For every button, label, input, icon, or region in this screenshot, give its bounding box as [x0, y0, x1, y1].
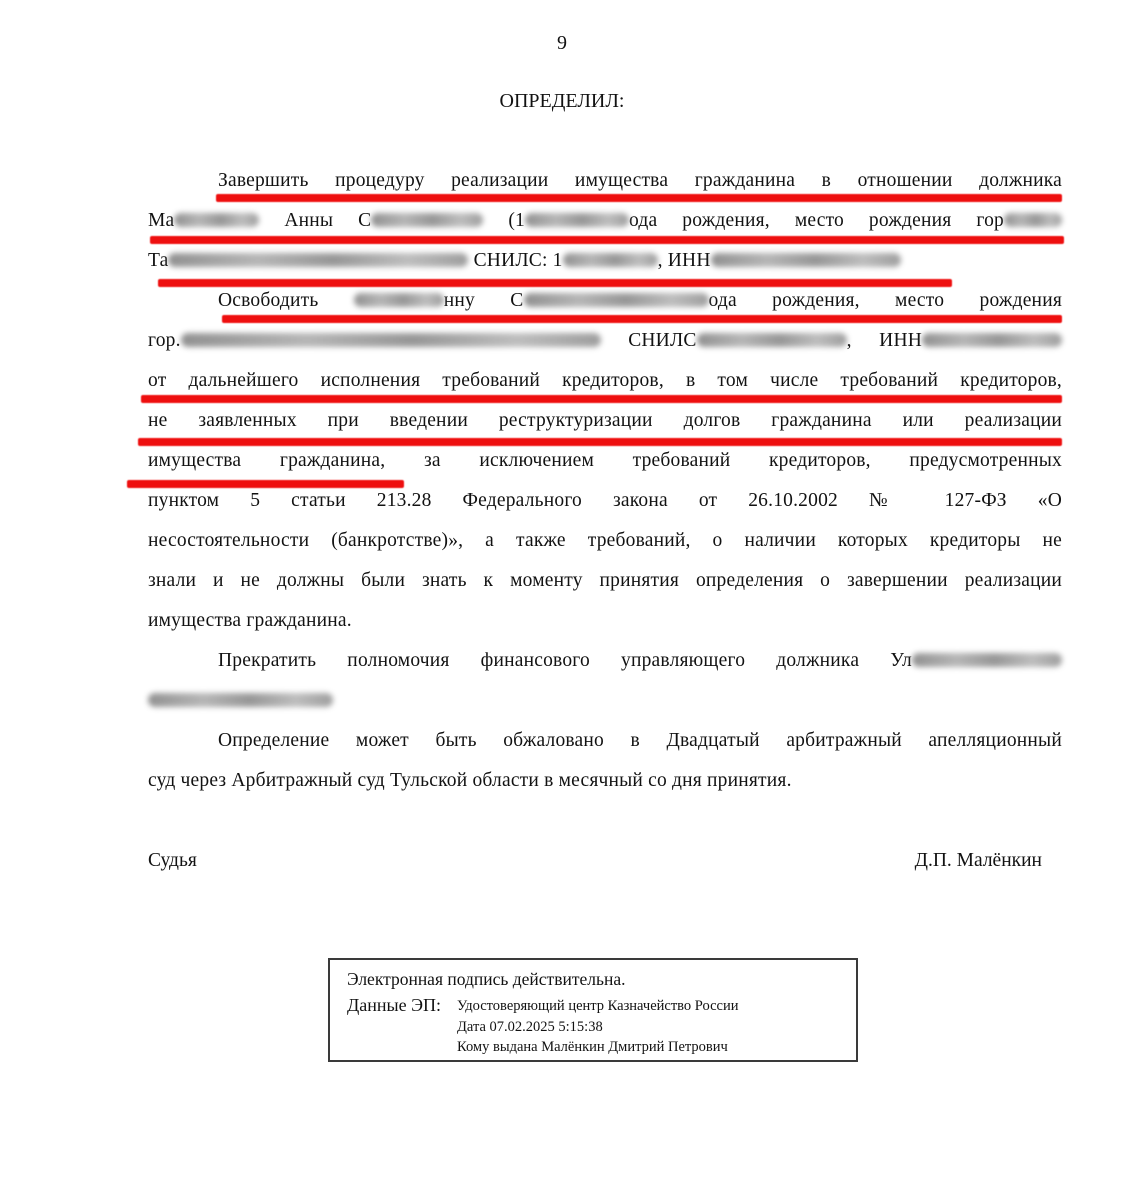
redaction-blur: [563, 253, 658, 267]
redaction-blur: [354, 293, 444, 307]
text-fragment: СНИЛС: 1: [473, 250, 563, 271]
text-fragment: ода рождения, место рождения гор: [628, 210, 1004, 231]
stamp-values: [457, 994, 739, 1058]
redaction-blur: [711, 253, 901, 267]
stamp-details-row: [347, 994, 846, 1058]
document-line: [148, 488, 1062, 515]
text-fragment: Освободить: [218, 290, 319, 311]
redaction-blur: [524, 293, 709, 307]
document-line: [148, 248, 1062, 275]
redaction-blur: [697, 333, 847, 347]
text-fragment: Та: [148, 250, 169, 271]
red-underline: [216, 194, 1062, 202]
document-line: [148, 328, 1062, 355]
text-fragment: знали и не должны были знать к моменту принятия определения о завершении реализации: [148, 570, 1062, 591]
document-heading: ОПРЕДЕЛИЛ:: [499, 90, 625, 112]
text-fragment: от дальнейшего исполнения требований кредиторов, в том числе требований кредиторов,: [148, 370, 1062, 391]
text-fragment: нну С: [443, 290, 524, 311]
text-fragment: Прекратить полномочия финансового управляющего должника Ул: [218, 650, 912, 671]
text-fragment: гор.: [148, 330, 181, 351]
text-fragment: ода рождения, место рождения: [708, 290, 1062, 311]
text-fragment: несостоятельности (банкротстве)», а также требований, о наличии которых кредиторы не: [148, 530, 1062, 551]
redaction-blur: [1004, 213, 1062, 227]
page-number: 9: [557, 32, 567, 54]
text-fragment: Определение может быть обжаловано в Двадцатый арбитражный апелляционный: [218, 730, 1062, 751]
text-fragment: Завершить процедуру реализации имущества гражданина в отношении должника: [218, 170, 1062, 191]
stamp-date: Дата 07.02.2025 5:15:38: [457, 1018, 603, 1035]
text-fragment: , ИНН: [657, 250, 711, 271]
document-line: [148, 288, 1062, 315]
document-line: [148, 208, 1062, 235]
redaction-blur: [922, 333, 1062, 347]
text-fragment: имущества гражданина, за исключением требований кредиторов, предусмотренных: [148, 450, 1062, 471]
red-underline: [158, 279, 952, 287]
judge-name: Д.П. Малёнкин: [914, 850, 1042, 871]
document-line: [148, 688, 1062, 715]
stamp-issued-to: Кому выдана Малёнкин Дмитрий Петрович: [457, 1039, 728, 1055]
red-underline: [138, 438, 1062, 446]
red-underline: [150, 236, 1064, 244]
document-line: [148, 608, 1062, 635]
red-underline: [222, 315, 1062, 323]
redaction-blur: [371, 213, 483, 227]
red-underline: [127, 480, 404, 488]
redaction-blur: [181, 333, 601, 347]
document-line: [148, 728, 1062, 755]
redaction-blur: [168, 253, 468, 267]
red-underline: [141, 395, 1062, 403]
document-line: [148, 568, 1062, 595]
redaction-blur: [148, 693, 333, 707]
text-fragment: Анны С: [284, 210, 372, 231]
document-line: [148, 528, 1062, 555]
redaction-blur: [174, 213, 259, 227]
redaction-blur: [912, 653, 1062, 667]
document-line: [148, 448, 1062, 475]
document-line: [148, 408, 1062, 435]
text-fragment: Ма: [148, 210, 175, 231]
stamp-certificate-authority: Удостоверяющий центр Казначейство России: [457, 998, 739, 1014]
text-fragment: пунктом 5 статьи 213.28 Федерального закона от 26.10.2002 № 127-ФЗ «О: [148, 490, 1062, 511]
text-fragment: имущества гражданина.: [148, 610, 352, 631]
stamp-label: Данные ЭП:: [347, 995, 441, 1015]
stamp-title: Электронная подпись действительна.: [347, 969, 626, 989]
text-fragment: , ИНН: [846, 330, 923, 351]
text-fragment: СНИЛС: [628, 330, 697, 351]
document-line: [148, 368, 1062, 395]
text-fragment: (1: [508, 210, 525, 231]
text-fragment: не заявленных при введении реструктуризации долгов гражданина или реализации: [148, 410, 1062, 431]
document-line: [148, 168, 1062, 195]
document-line: [148, 648, 1062, 675]
judge-label: Судья: [148, 850, 197, 871]
judge-signature-row: [148, 848, 1042, 874]
text-fragment: суд через Арбитражный суд Тульской области в месячный со дня принятия.: [148, 770, 792, 791]
redaction-blur: [525, 213, 629, 227]
document-line: [148, 768, 1062, 795]
electronic-signature-stamp: [328, 958, 858, 1062]
